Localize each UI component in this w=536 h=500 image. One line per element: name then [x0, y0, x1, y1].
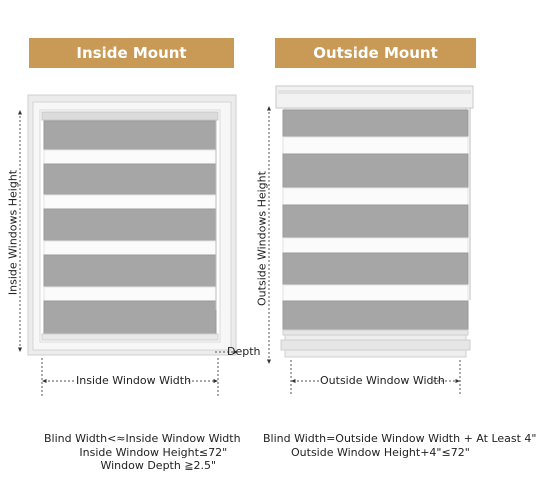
- inside-width-label: Inside Window Width: [76, 374, 192, 387]
- inside-mount-caption: [44, 432, 241, 473]
- inside-height-label: Inside Windows Height: [6, 169, 20, 296]
- inside-blind: [42, 112, 218, 340]
- outside-width-label: Outside Window Width: [320, 374, 445, 387]
- outside-caption-line: Outside Window Height+4"≤72": [291, 445, 470, 459]
- outside-caption-line: Blind Width=Outside Window Width + At Least 4": [263, 432, 536, 445]
- outside-blind: [276, 86, 473, 335]
- inside-caption-line: Blind Width<≈Inside Window Width: [44, 432, 241, 445]
- depth-label: Depth: [227, 345, 261, 358]
- inside-caption-line: Window Depth ≧2.5": [100, 459, 217, 472]
- outside-mount-caption: [263, 432, 536, 459]
- inside-caption-line: Inside Window Height≤72": [79, 445, 228, 459]
- outside-height-label: Outside Windows Height: [255, 171, 269, 306]
- outside-mount-title: Outside Mount: [313, 44, 438, 62]
- inside-mount-title: Inside Mount: [76, 44, 187, 62]
